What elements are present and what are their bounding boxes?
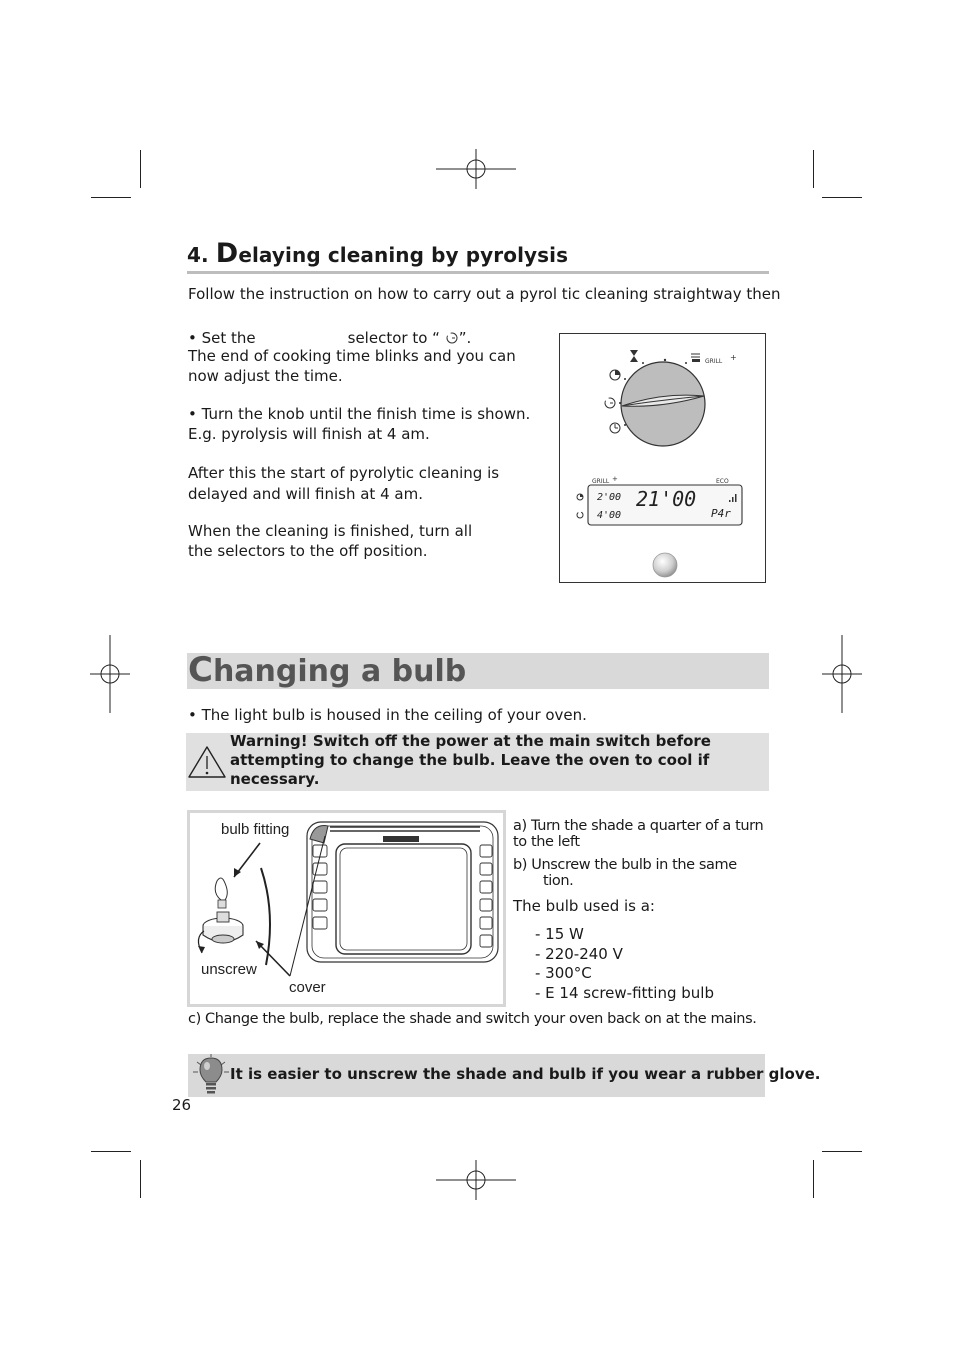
bulb-specs-list	[535, 925, 714, 1003]
set-selector-line	[188, 328, 471, 348]
svg-text:+: +	[730, 353, 737, 362]
bulb-used-label: The bulb used is a:	[513, 897, 655, 915]
bulb-location-bullet: • The light bulb is housed in the ceiling of your oven.	[188, 706, 587, 724]
step-c: c) Change the bulb, replace the shade and switch your oven back on at the mains.	[188, 1011, 757, 1027]
set-text-a: • Set the	[188, 329, 256, 347]
step-b	[513, 857, 773, 889]
bulb-socket-drawing	[203, 912, 243, 943]
display-big-time: 21'00	[636, 487, 697, 511]
selector-knob	[621, 362, 705, 446]
heading-initial: D	[215, 238, 239, 269]
when-finished-paragraph: When the cleaning is finished, turn all the selectors to the off position.	[188, 522, 473, 560]
spec-item: - E 14 screw-fitting bulb	[535, 983, 714, 1002]
spec-item: - 300°C	[535, 964, 592, 982]
end-time-icon	[610, 423, 620, 433]
oven-interior-drawing	[307, 822, 498, 962]
spec-item: - 220-240 V	[535, 944, 623, 963]
step-b-line-1: b) Unscrew the bulb in the same	[513, 857, 737, 873]
display-mode: P4r	[711, 507, 731, 520]
pyrolysis-icon	[445, 331, 459, 345]
display-small-time-2: 4'00	[597, 510, 622, 521]
turn-knob-paragraph	[188, 404, 530, 444]
display-grill-label: GRILL	[592, 478, 610, 485]
warning-icon	[187, 745, 227, 779]
label-unscrew: unscrew	[201, 961, 257, 978]
control-panel-figure	[559, 333, 766, 583]
bulb-heading-rest: hanging a bulb	[212, 654, 467, 689]
label-cover: cover	[289, 979, 326, 996]
warning-text: Warning! Switch off the power at the main switch before attempting to change the bulb. Leave the oven to cool if necessary.	[230, 732, 711, 788]
display-pyrolysis-icon	[577, 512, 583, 518]
section-heading-bulb	[188, 650, 466, 690]
spec-item: - 15 W	[535, 925, 584, 943]
heading-rule	[187, 271, 769, 274]
page-number: 26	[172, 1096, 192, 1114]
lightbulb-icon	[191, 1054, 231, 1098]
end-time-paragraph: The end of cooking time blinks and you can now adjust the time.	[188, 347, 516, 385]
intro-text: Follow the instruction on how to carry out a pyrol tic cleaning straightway then	[188, 285, 781, 303]
registration-target-top	[436, 149, 516, 189]
set-text-c: ”.	[458, 329, 472, 347]
display-eco-label: ECO	[716, 478, 729, 485]
control-button[interactable]	[653, 553, 677, 577]
registration-target-right	[822, 635, 862, 713]
example-text: E.g. pyrolysis will finish at 4 am.	[188, 425, 430, 443]
cook-time-icon	[610, 370, 620, 380]
display-small-time-1: 2'00	[597, 492, 622, 503]
set-text-b: selector to “	[347, 329, 440, 347]
hourglass-icon	[630, 350, 638, 362]
heading-rest: elaying cleaning by pyrolysis	[238, 243, 569, 267]
knob-grill-label: GRILL	[705, 358, 723, 365]
bulb-heading-initial: C	[188, 650, 213, 690]
display-cook-icon	[577, 494, 583, 500]
bulb-icon	[215, 878, 227, 908]
tip-text: It is easier to unscrew the shade and bulb if you wear a rubber glove.	[230, 1065, 821, 1083]
step-a: a) Turn the shade a quarter of a turn to the left	[513, 818, 764, 850]
svg-text:+: +	[612, 475, 618, 483]
step-b-line-2: tion.	[543, 873, 574, 889]
registration-target-bottom	[436, 1160, 516, 1200]
after-start-paragraph: After this the start of pyrolytic cleaning is delayed and will finish at 4 am.	[188, 464, 500, 503]
pyrolysis-selector-icon	[605, 398, 615, 408]
turn-knob-text: • Turn the knob until the finish time is shown.	[188, 405, 531, 423]
grill-icon	[691, 354, 700, 362]
control-panel-drawing	[560, 334, 765, 582]
heading-number: 4.	[187, 243, 209, 267]
label-bulb-fitting: bulb fitting	[221, 821, 290, 838]
bulb-figure	[187, 810, 506, 1007]
registration-target-left	[90, 635, 130, 713]
section-heading-pyrolysis	[187, 238, 568, 269]
